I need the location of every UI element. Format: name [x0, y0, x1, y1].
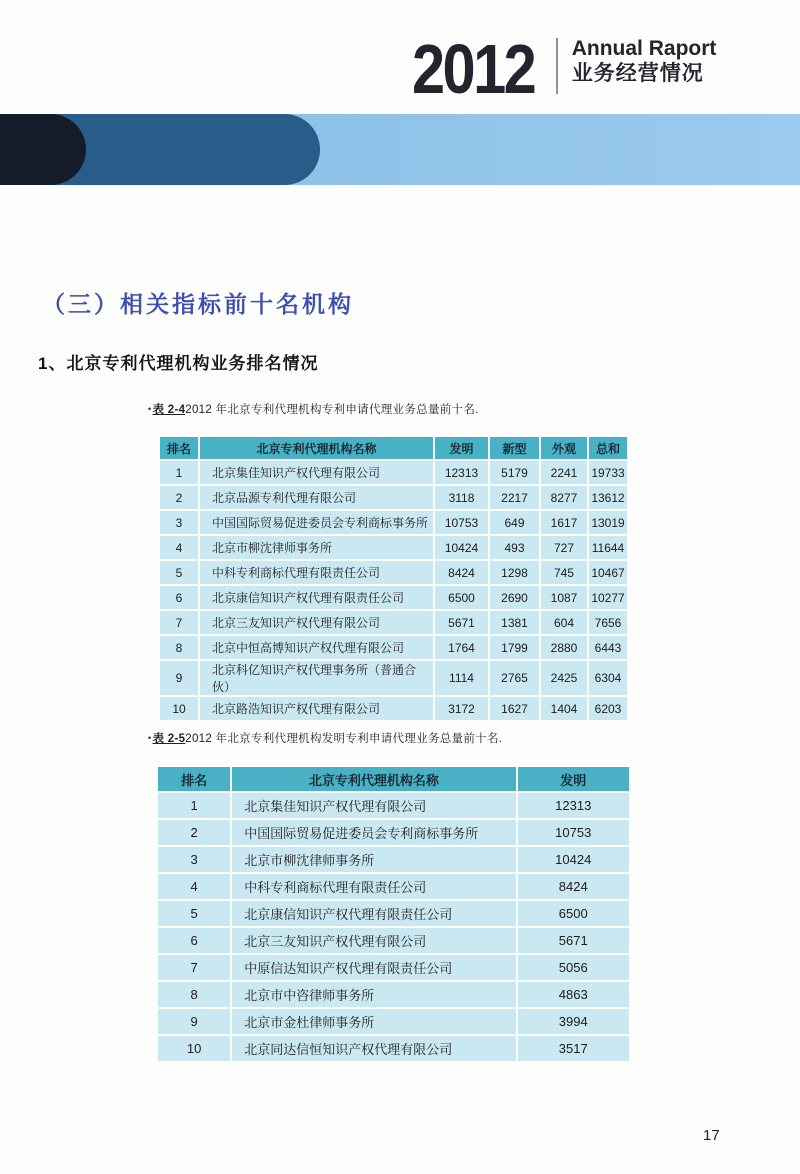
rank-cell: 3	[158, 847, 230, 872]
table-row	[158, 793, 629, 818]
rank-cell: 9	[158, 1009, 230, 1034]
table2-caption-text: 2012 年北京专利代理机构发明专利申请代理业务总量前十名.	[185, 733, 503, 745]
masthead-titles	[572, 34, 717, 87]
table-row	[160, 511, 627, 534]
agency-name-cell: 北京同达信恒知识产权代理有限公司	[232, 1036, 515, 1061]
agency-name-cell: 中科专利商标代理有限责任公司	[200, 561, 433, 584]
value-cell: 12313	[435, 461, 488, 484]
table-row	[158, 820, 629, 845]
agency-name-cell: 北京市柳沈律师事务所	[232, 847, 515, 872]
value-cell: 13612	[589, 486, 627, 509]
section-heading: （三）相关指标前十名机构	[42, 291, 354, 317]
agency-name-cell: 北京市中咨律师事务所	[232, 982, 515, 1007]
rank-cell: 6	[160, 586, 198, 609]
table-row	[158, 874, 629, 899]
column-header: 总和	[589, 437, 627, 459]
rank-cell: 1	[160, 461, 198, 484]
table-row	[158, 847, 629, 872]
value-cell: 6304	[589, 661, 627, 695]
banner-pill-dark-navy	[0, 114, 86, 185]
rank-cell: 2	[160, 486, 198, 509]
agency-name-cell: 北京集佳知识产权代理有限公司	[232, 793, 515, 818]
page-title-year: 2012	[412, 30, 535, 108]
value-cell: 8424	[518, 874, 630, 899]
table2-caption	[148, 730, 502, 746]
table-row	[160, 636, 627, 659]
table1-caption	[148, 401, 479, 417]
value-cell: 2217	[490, 486, 539, 509]
value-cell: 5179	[490, 461, 539, 484]
column-header: 北京专利代理机构名称	[232, 767, 515, 791]
value-cell: 745	[541, 561, 587, 584]
rank-cell: 5	[158, 901, 230, 926]
column-header: 北京专利代理机构名称	[200, 437, 433, 459]
table1-caption-label: 表 2-4	[152, 404, 186, 416]
agency-name-cell: 北京科亿知识产权代理事务所（普通合伙）	[200, 661, 433, 695]
rank-cell: 7	[158, 955, 230, 980]
bullet-icon: •	[148, 404, 152, 414]
table-row	[160, 661, 627, 695]
value-cell: 1381	[490, 611, 539, 634]
table-row	[158, 928, 629, 953]
rank-cell: 6	[158, 928, 230, 953]
value-cell: 1087	[541, 586, 587, 609]
bullet-icon: •	[148, 733, 152, 743]
value-cell: 10424	[518, 847, 630, 872]
rank-cell: 7	[160, 611, 198, 634]
agency-name-cell: 北京康信知识产权代理有限责任公司	[232, 901, 515, 926]
value-cell: 1764	[435, 636, 488, 659]
value-cell: 10424	[435, 536, 488, 559]
ranking-table-invention	[156, 765, 631, 1063]
rank-cell: 10	[158, 1036, 230, 1061]
rank-cell: 3	[160, 511, 198, 534]
table-row	[158, 1036, 629, 1061]
agency-name-cell: 中国国际贸易促进委员会专利商标事务所	[232, 820, 515, 845]
agency-name-cell: 北京市金杜律师事务所	[232, 1009, 515, 1034]
agency-name-cell: 北京品源专利代理有限公司	[200, 486, 433, 509]
masthead	[412, 30, 717, 108]
table-row	[158, 901, 629, 926]
value-cell: 3994	[518, 1009, 630, 1034]
value-cell: 727	[541, 536, 587, 559]
value-cell: 3118	[435, 486, 488, 509]
agency-name-cell: 北京三友知识产权代理有限公司	[232, 928, 515, 953]
rank-cell: 9	[160, 661, 198, 695]
table-row	[160, 586, 627, 609]
column-header: 外观	[541, 437, 587, 459]
decorative-banner	[0, 114, 800, 185]
title-divider	[556, 38, 558, 94]
agency-name-cell: 北京康信知识产权代理有限责任公司	[200, 586, 433, 609]
table-row	[160, 697, 627, 720]
agency-name-cell: 北京路浩知识产权代理有限公司	[200, 697, 433, 720]
value-cell: 4863	[518, 982, 630, 1007]
agency-name-cell: 中国国际贸易促进委员会专利商标事务所	[200, 511, 433, 534]
table-row	[160, 611, 627, 634]
value-cell: 2880	[541, 636, 587, 659]
value-cell: 493	[490, 536, 539, 559]
value-cell: 1114	[435, 661, 488, 695]
value-cell: 12313	[518, 793, 630, 818]
agency-name-cell: 北京市柳沈律师事务所	[200, 536, 433, 559]
agency-name-cell: 中原信达知识产权代理有限责任公司	[232, 955, 515, 980]
value-cell: 649	[490, 511, 539, 534]
table-row	[158, 955, 629, 980]
value-cell: 1298	[490, 561, 539, 584]
value-cell: 13019	[589, 511, 627, 534]
page-number: 17	[703, 1127, 720, 1144]
value-cell: 6203	[589, 697, 627, 720]
rank-cell: 10	[160, 697, 198, 720]
value-cell: 5671	[518, 928, 630, 953]
value-cell: 7656	[589, 611, 627, 634]
value-cell: 19733	[589, 461, 627, 484]
rank-cell: 2	[158, 820, 230, 845]
column-header: 排名	[160, 437, 198, 459]
agency-name-cell: 北京集佳知识产权代理有限公司	[200, 461, 433, 484]
rank-cell: 4	[160, 536, 198, 559]
value-cell: 10277	[589, 586, 627, 609]
rank-cell: 4	[158, 874, 230, 899]
value-cell: 6500	[435, 586, 488, 609]
rank-cell: 8	[158, 982, 230, 1007]
value-cell: 6443	[589, 636, 627, 659]
agency-name-cell: 北京三友知识产权代理有限公司	[200, 611, 433, 634]
value-cell: 10753	[435, 511, 488, 534]
value-cell: 10753	[518, 820, 630, 845]
column-header: 排名	[158, 767, 230, 791]
value-cell: 2690	[490, 586, 539, 609]
column-header: 发明	[435, 437, 488, 459]
value-cell: 1799	[490, 636, 539, 659]
value-cell: 3517	[518, 1036, 630, 1061]
page-title-zh: 业务经营情况	[571, 62, 704, 86]
agency-name-cell: 中科专利商标代理有限责任公司	[232, 874, 515, 899]
value-cell: 10467	[589, 561, 627, 584]
table-row	[160, 561, 627, 584]
column-header: 发明	[518, 767, 630, 791]
value-cell: 5056	[518, 955, 630, 980]
page-title-en: Annual Raport	[571, 37, 717, 60]
ranking-table-total	[158, 435, 629, 722]
value-cell: 11644	[589, 536, 627, 559]
value-cell: 2765	[490, 661, 539, 695]
table-header-row	[158, 767, 629, 791]
column-header: 新型	[490, 437, 539, 459]
rank-cell: 5	[160, 561, 198, 584]
value-cell: 604	[541, 611, 587, 634]
agency-name-cell: 北京中恒高博知识产权代理有限公司	[200, 636, 433, 659]
value-cell: 1404	[541, 697, 587, 720]
table-row	[160, 486, 627, 509]
value-cell: 8424	[435, 561, 488, 584]
rank-cell: 8	[160, 636, 198, 659]
sub-heading: 1、北京专利代理机构业务排名情况	[38, 354, 319, 373]
table-header-row	[160, 437, 627, 459]
value-cell: 2425	[541, 661, 587, 695]
table-row	[158, 982, 629, 1007]
table-row	[160, 461, 627, 484]
value-cell: 5671	[435, 611, 488, 634]
value-cell: 1627	[490, 697, 539, 720]
value-cell: 6500	[518, 901, 630, 926]
value-cell: 3172	[435, 697, 488, 720]
value-cell: 1617	[541, 511, 587, 534]
table-row	[160, 536, 627, 559]
value-cell: 8277	[541, 486, 587, 509]
rank-cell: 1	[158, 793, 230, 818]
table2-caption-label: 表 2-5	[152, 733, 186, 745]
table-row	[158, 1009, 629, 1034]
table1-caption-text: 2012 年北京专利代理机构专利申请代理业务总量前十名.	[185, 404, 479, 416]
value-cell: 2241	[541, 461, 587, 484]
